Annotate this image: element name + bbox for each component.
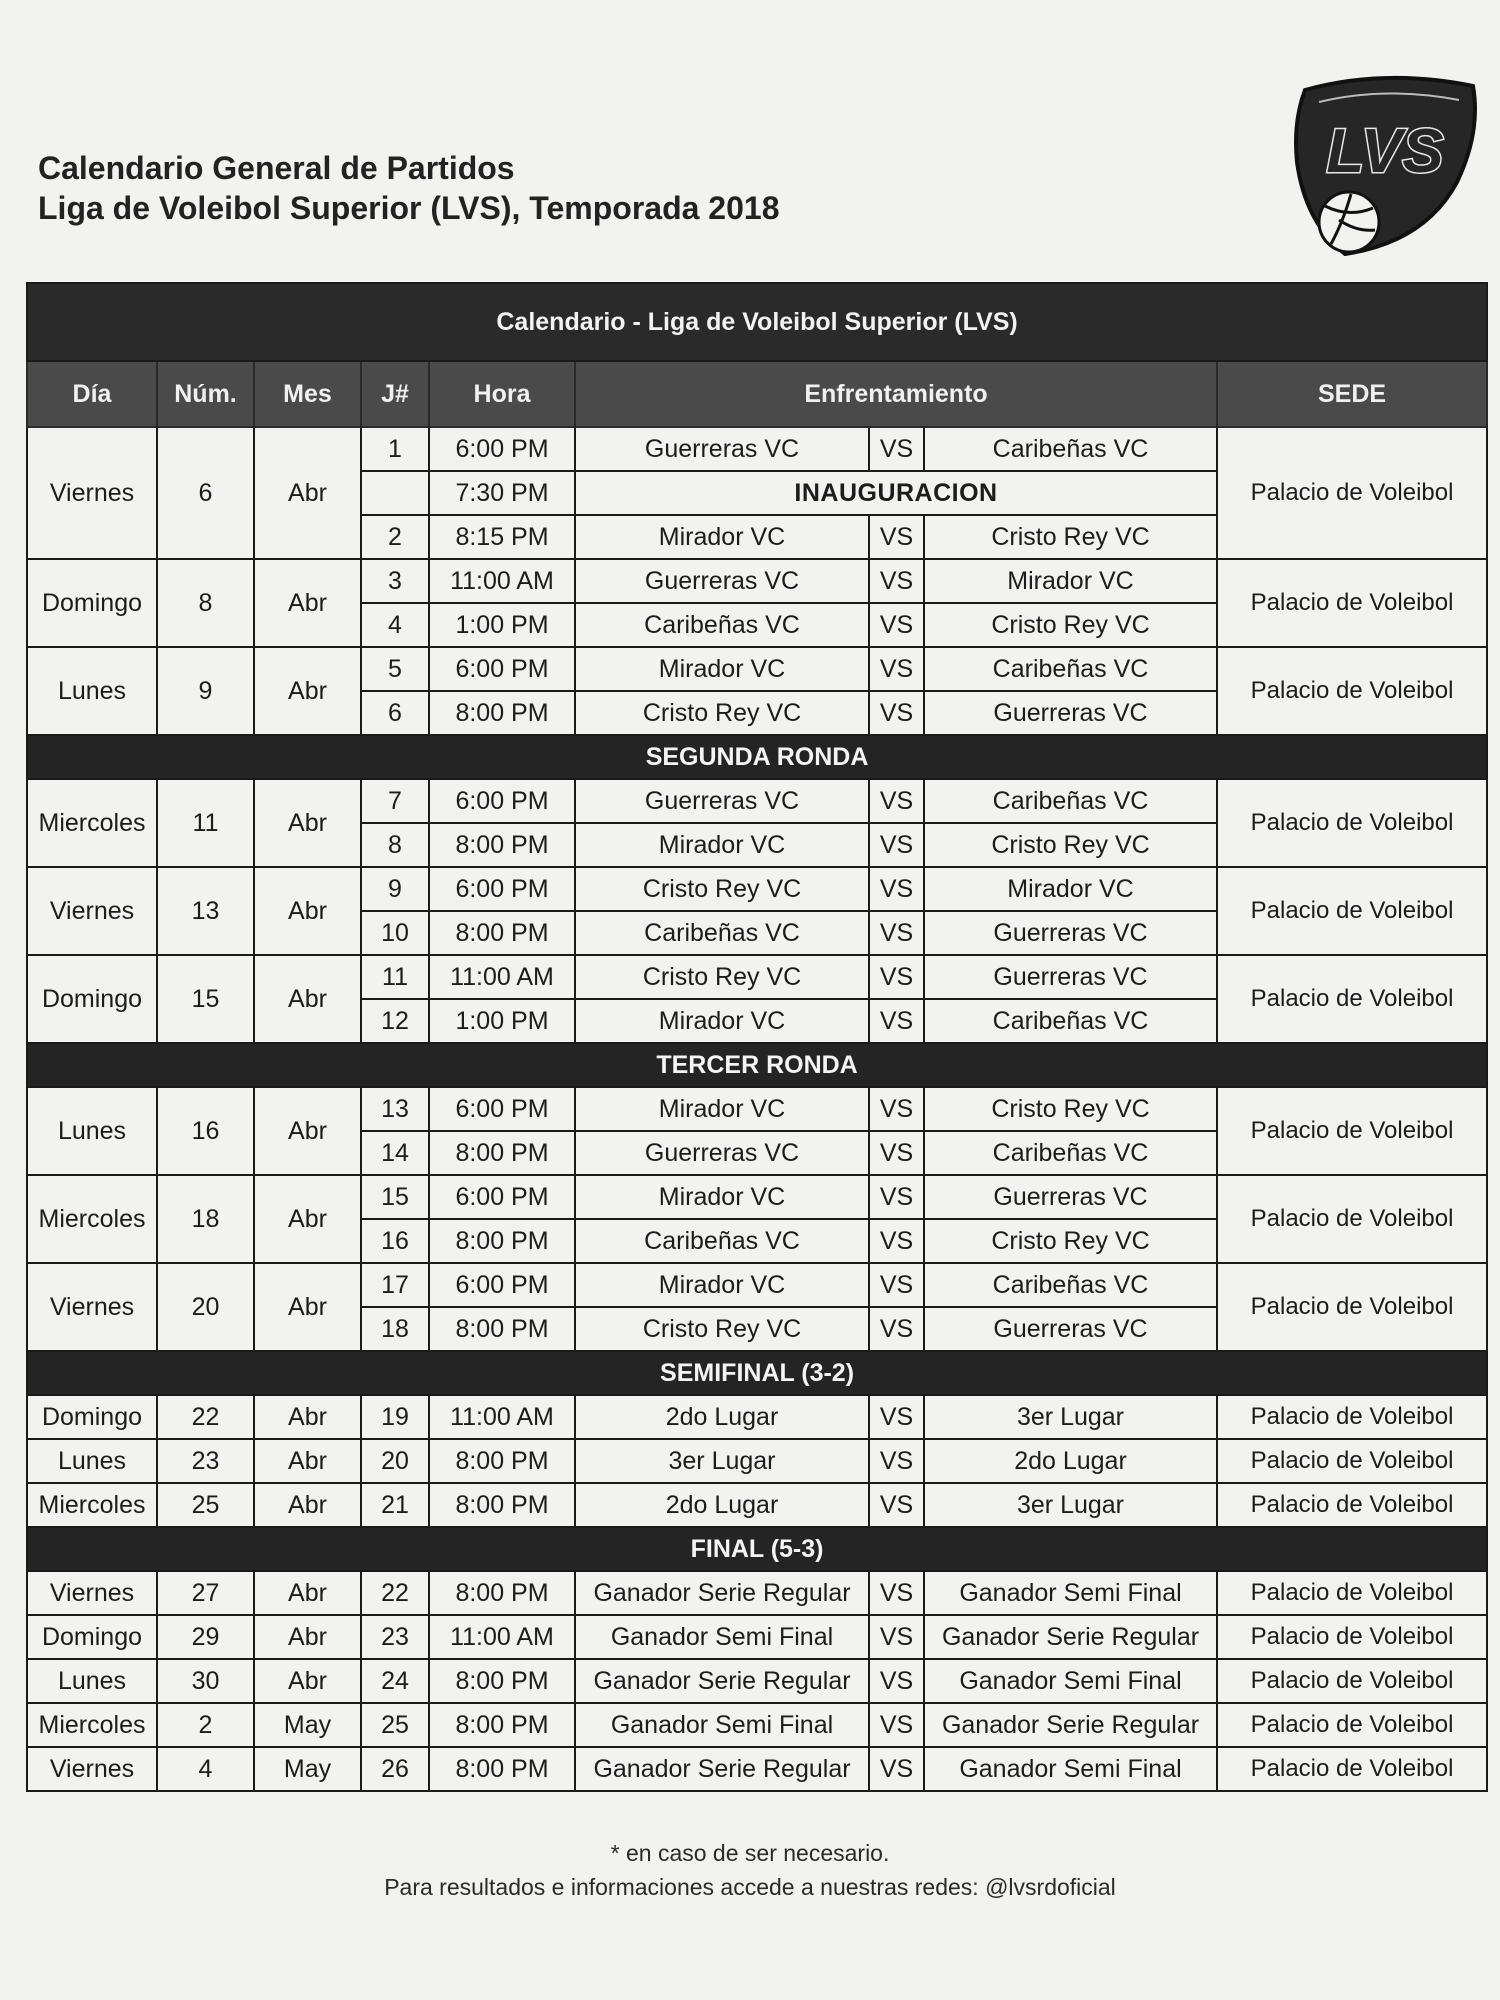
date-number-cell: 22 <box>157 1395 254 1439</box>
vs-cell: VS <box>869 559 924 603</box>
vs-cell: VS <box>869 911 924 955</box>
table-row <box>27 867 1487 911</box>
table-row <box>27 1087 1487 1131</box>
table-row <box>27 1175 1487 1219</box>
venue-cell: Palacio de Voleibol <box>1217 1703 1487 1747</box>
time-cell: 8:00 PM <box>429 1131 575 1175</box>
away-team-cell: Mirador VC <box>924 867 1217 911</box>
game-number-cell: 22 <box>361 1571 429 1615</box>
vs-cell: VS <box>869 515 924 559</box>
month-cell: May <box>254 1703 361 1747</box>
away-team-cell: Ganador Semi Final <box>924 1747 1217 1791</box>
column-header-sede: SEDE <box>1217 361 1487 427</box>
home-team-cell: Guerreras VC <box>575 559 869 603</box>
game-number-cell <box>361 471 429 515</box>
vs-cell: VS <box>869 1659 924 1703</box>
month-cell: Abr <box>254 647 361 735</box>
vs-cell: VS <box>869 779 924 823</box>
game-number-cell: 9 <box>361 867 429 911</box>
table-row <box>27 1439 1487 1483</box>
away-team-cell: Mirador VC <box>924 559 1217 603</box>
game-number-cell: 15 <box>361 1175 429 1219</box>
table-row <box>27 647 1487 691</box>
home-team-cell: Mirador VC <box>575 1263 869 1307</box>
game-number-cell: 20 <box>361 1439 429 1483</box>
time-cell: 1:00 PM <box>429 603 575 647</box>
home-team-cell: Ganador Semi Final <box>575 1615 869 1659</box>
venue-cell: Palacio de Voleibol <box>1217 1615 1487 1659</box>
game-number-cell: 5 <box>361 647 429 691</box>
table-row <box>27 1483 1487 1527</box>
time-cell: 6:00 PM <box>429 779 575 823</box>
vs-cell: VS <box>869 999 924 1043</box>
round-header-row <box>27 1043 1487 1087</box>
vs-cell: VS <box>869 1307 924 1351</box>
away-team-cell: Cristo Rey VC <box>924 1219 1217 1263</box>
game-number-cell: 17 <box>361 1263 429 1307</box>
time-cell: 1:00 PM <box>429 999 575 1043</box>
day-cell: Viernes <box>27 1747 157 1791</box>
venue-cell: Palacio de Voleibol <box>1217 1483 1487 1527</box>
venue-cell: Palacio de Voleibol <box>1217 1395 1487 1439</box>
date-number-cell: 30 <box>157 1659 254 1703</box>
home-team-cell: Mirador VC <box>575 823 869 867</box>
game-number-cell: 18 <box>361 1307 429 1351</box>
game-number-cell: 13 <box>361 1087 429 1131</box>
month-cell: Abr <box>254 1483 361 1527</box>
heading-line-2: Liga de Voleibol Superior (LVS), Temporada 2018 <box>38 190 780 226</box>
away-team-cell: Cristo Rey VC <box>924 823 1217 867</box>
time-cell: 8:00 PM <box>429 1483 575 1527</box>
vs-cell: VS <box>869 1087 924 1131</box>
month-cell: Abr <box>254 1087 361 1175</box>
away-team-cell: Guerreras VC <box>924 955 1217 999</box>
round-header-row <box>27 1527 1487 1571</box>
date-number-cell: 11 <box>157 779 254 867</box>
vs-cell: VS <box>869 1395 924 1439</box>
month-cell: Abr <box>254 1615 361 1659</box>
column-header-mes: Mes <box>254 361 361 427</box>
date-number-cell: 6 <box>157 427 254 559</box>
time-cell: 8:00 PM <box>429 1571 575 1615</box>
column-header-enfrentamiento: Enfrentamiento <box>575 361 1217 427</box>
vs-cell: VS <box>869 691 924 735</box>
day-cell: Domingo <box>27 1615 157 1659</box>
month-cell: Abr <box>254 867 361 955</box>
column-header-jnum: J# <box>361 361 429 427</box>
month-cell: Abr <box>254 1395 361 1439</box>
vs-cell: VS <box>869 1615 924 1659</box>
game-number-cell: 12 <box>361 999 429 1043</box>
time-cell: 8:00 PM <box>429 911 575 955</box>
round-header: FINAL (5-3) <box>27 1527 1487 1571</box>
time-cell: 8:00 PM <box>429 1747 575 1791</box>
vs-cell: VS <box>869 1263 924 1307</box>
time-cell: 6:00 PM <box>429 1087 575 1131</box>
away-team-cell: Guerreras VC <box>924 1307 1217 1351</box>
heading-line-1: Calendario General de Partidos <box>38 150 515 186</box>
table-row <box>27 1659 1487 1703</box>
home-team-cell: Ganador Serie Regular <box>575 1571 869 1615</box>
date-number-cell: 18 <box>157 1175 254 1263</box>
logo-text: LVS <box>1326 117 1444 186</box>
away-team-cell: 3er Lugar <box>924 1395 1217 1439</box>
venue-cell: Palacio de Voleibol <box>1217 559 1487 647</box>
month-cell: Abr <box>254 559 361 647</box>
venue-cell: Palacio de Voleibol <box>1217 647 1487 735</box>
game-number-cell: 11 <box>361 955 429 999</box>
vs-cell: VS <box>869 1439 924 1483</box>
table-row <box>27 1571 1487 1615</box>
home-team-cell: Guerreras VC <box>575 779 869 823</box>
venue-cell: Palacio de Voleibol <box>1217 1747 1487 1791</box>
date-number-cell: 15 <box>157 955 254 1043</box>
time-cell: 11:00 AM <box>429 955 575 999</box>
day-cell: Lunes <box>27 1087 157 1175</box>
date-number-cell: 2 <box>157 1703 254 1747</box>
date-number-cell: 9 <box>157 647 254 735</box>
home-team-cell: 3er Lugar <box>575 1439 869 1483</box>
game-number-cell: 16 <box>361 1219 429 1263</box>
table-row <box>27 1703 1487 1747</box>
away-team-cell: Cristo Rey VC <box>924 603 1217 647</box>
home-team-cell: Guerreras VC <box>575 1131 869 1175</box>
page-heading <box>38 148 779 228</box>
day-cell: Viernes <box>27 1263 157 1351</box>
game-number-cell: 26 <box>361 1747 429 1791</box>
vs-cell: VS <box>869 823 924 867</box>
vs-cell: VS <box>869 603 924 647</box>
time-cell: 11:00 AM <box>429 1395 575 1439</box>
venue-cell: Palacio de Voleibol <box>1217 1175 1487 1263</box>
home-team-cell: 2do Lugar <box>575 1483 869 1527</box>
game-number-cell: 7 <box>361 779 429 823</box>
home-team-cell: Mirador VC <box>575 1175 869 1219</box>
day-cell: Miercoles <box>27 1175 157 1263</box>
away-team-cell: Caribeñas VC <box>924 647 1217 691</box>
month-cell: Abr <box>254 955 361 1043</box>
time-cell: 8:00 PM <box>429 1307 575 1351</box>
month-cell: Abr <box>254 1571 361 1615</box>
time-cell: 8:00 PM <box>429 1439 575 1483</box>
day-cell: Viernes <box>27 1571 157 1615</box>
venue-cell: Palacio de Voleibol <box>1217 867 1487 955</box>
footnote: * en caso de ser necesario. <box>610 1840 890 1866</box>
venue-cell: Palacio de Voleibol <box>1217 1571 1487 1615</box>
day-cell: Viernes <box>27 867 157 955</box>
month-cell: Abr <box>254 1439 361 1483</box>
away-team-cell: Caribeñas VC <box>924 999 1217 1043</box>
vs-cell: VS <box>869 1175 924 1219</box>
vs-cell: VS <box>869 867 924 911</box>
special-event-cell: INAUGURACION <box>575 471 1217 515</box>
time-cell: 8:00 PM <box>429 691 575 735</box>
game-number-cell: 3 <box>361 559 429 603</box>
time-cell: 6:00 PM <box>429 427 575 471</box>
away-team-cell: Ganador Semi Final <box>924 1659 1217 1703</box>
day-cell: Lunes <box>27 1439 157 1483</box>
lvs-logo <box>1285 72 1485 262</box>
home-team-cell: Mirador VC <box>575 999 869 1043</box>
month-cell: Abr <box>254 1659 361 1703</box>
schedule-table <box>26 282 1488 1792</box>
time-cell: 6:00 PM <box>429 1175 575 1219</box>
table-row <box>27 1615 1487 1659</box>
table-title: Calendario - Liga de Voleibol Superior (LVS) <box>27 283 1487 361</box>
time-cell: 6:00 PM <box>429 867 575 911</box>
game-number-cell: 23 <box>361 1615 429 1659</box>
column-header-num: Núm. <box>157 361 254 427</box>
vs-cell: VS <box>869 1571 924 1615</box>
table-row <box>27 1395 1487 1439</box>
date-number-cell: 20 <box>157 1263 254 1351</box>
time-cell: 8:00 PM <box>429 1659 575 1703</box>
table-row <box>27 559 1487 603</box>
home-team-cell: Mirador VC <box>575 1087 869 1131</box>
month-cell: Abr <box>254 427 361 559</box>
game-number-cell: 10 <box>361 911 429 955</box>
date-number-cell: 27 <box>157 1571 254 1615</box>
vs-cell: VS <box>869 955 924 999</box>
home-team-cell: Cristo Rey VC <box>575 1307 869 1351</box>
home-team-cell: Guerreras VC <box>575 427 869 471</box>
time-cell: 8:15 PM <box>429 515 575 559</box>
venue-cell: Palacio de Voleibol <box>1217 955 1487 1043</box>
schedule-body <box>27 427 1487 1791</box>
game-number-cell: 8 <box>361 823 429 867</box>
away-team-cell: Ganador Serie Regular <box>924 1615 1217 1659</box>
date-number-cell: 16 <box>157 1087 254 1175</box>
away-team-cell: Caribeñas VC <box>924 779 1217 823</box>
home-team-cell: Cristo Rey VC <box>575 867 869 911</box>
table-row <box>27 779 1487 823</box>
round-header-row <box>27 1351 1487 1395</box>
away-team-cell: 2do Lugar <box>924 1439 1217 1483</box>
time-cell: 6:00 PM <box>429 1263 575 1307</box>
game-number-cell: 21 <box>361 1483 429 1527</box>
away-team-cell: Caribeñas VC <box>924 1263 1217 1307</box>
round-header: SEMIFINAL (3-2) <box>27 1351 1487 1395</box>
date-number-cell: 8 <box>157 559 254 647</box>
time-cell: 11:00 AM <box>429 559 575 603</box>
home-team-cell: Caribeñas VC <box>575 1219 869 1263</box>
day-cell: Viernes <box>27 427 157 559</box>
date-number-cell: 4 <box>157 1747 254 1791</box>
day-cell: Domingo <box>27 1395 157 1439</box>
date-number-cell: 23 <box>157 1439 254 1483</box>
time-cell: 6:00 PM <box>429 647 575 691</box>
home-team-cell: Mirador VC <box>575 647 869 691</box>
day-cell: Miercoles <box>27 779 157 867</box>
day-cell: Domingo <box>27 955 157 1043</box>
away-team-cell: Cristo Rey VC <box>924 1087 1217 1131</box>
home-team-cell: 2do Lugar <box>575 1395 869 1439</box>
home-team-cell: Cristo Rey VC <box>575 691 869 735</box>
game-number-cell: 1 <box>361 427 429 471</box>
day-cell: Miercoles <box>27 1483 157 1527</box>
date-number-cell: 25 <box>157 1483 254 1527</box>
home-team-cell: Mirador VC <box>575 515 869 559</box>
day-cell: Lunes <box>27 647 157 735</box>
game-number-cell: 6 <box>361 691 429 735</box>
away-team-cell: Caribeñas VC <box>924 1131 1217 1175</box>
home-team-cell: Caribeñas VC <box>575 911 869 955</box>
away-team-cell: Caribeñas VC <box>924 427 1217 471</box>
home-team-cell: Ganador Serie Regular <box>575 1747 869 1791</box>
game-number-cell: 4 <box>361 603 429 647</box>
vs-cell: VS <box>869 427 924 471</box>
time-cell: 7:30 PM <box>429 471 575 515</box>
venue-cell: Palacio de Voleibol <box>1217 1087 1487 1175</box>
home-team-cell: Ganador Semi Final <box>575 1703 869 1747</box>
month-cell: Abr <box>254 1263 361 1351</box>
home-team-cell: Cristo Rey VC <box>575 955 869 999</box>
away-team-cell: Ganador Semi Final <box>924 1571 1217 1615</box>
vs-cell: VS <box>869 1483 924 1527</box>
month-cell: Abr <box>254 779 361 867</box>
table-row <box>27 427 1487 471</box>
venue-cell: Palacio de Voleibol <box>1217 779 1487 867</box>
round-header-row <box>27 735 1487 779</box>
volleyball-icon <box>1319 192 1379 252</box>
table-row <box>27 1263 1487 1307</box>
column-header-dia: Día <box>27 361 157 427</box>
game-number-cell: 25 <box>361 1703 429 1747</box>
vs-cell: VS <box>869 647 924 691</box>
time-cell: 8:00 PM <box>429 1219 575 1263</box>
away-team-cell: 3er Lugar <box>924 1483 1217 1527</box>
time-cell: 8:00 PM <box>429 1703 575 1747</box>
social-note: Para resultados e informaciones accede a nuestras redes: @lvsrdoficial <box>384 1874 1116 1900</box>
vs-cell: VS <box>869 1131 924 1175</box>
column-header-hora: Hora <box>429 361 575 427</box>
game-number-cell: 24 <box>361 1659 429 1703</box>
vs-cell: VS <box>869 1219 924 1263</box>
round-header: SEGUNDA RONDA <box>27 735 1487 779</box>
date-number-cell: 29 <box>157 1615 254 1659</box>
venue-cell: Palacio de Voleibol <box>1217 1659 1487 1703</box>
vs-cell: VS <box>869 1747 924 1791</box>
away-team-cell: Guerreras VC <box>924 911 1217 955</box>
game-number-cell: 2 <box>361 515 429 559</box>
venue-cell: Palacio de Voleibol <box>1217 427 1487 559</box>
date-number-cell: 13 <box>157 867 254 955</box>
home-team-cell: Caribeñas VC <box>575 603 869 647</box>
game-number-cell: 14 <box>361 1131 429 1175</box>
time-cell: 11:00 AM <box>429 1615 575 1659</box>
game-number-cell: 19 <box>361 1395 429 1439</box>
away-team-cell: Cristo Rey VC <box>924 515 1217 559</box>
month-cell: May <box>254 1747 361 1791</box>
month-cell: Abr <box>254 1175 361 1263</box>
time-cell: 8:00 PM <box>429 823 575 867</box>
away-team-cell: Guerreras VC <box>924 691 1217 735</box>
home-team-cell: Ganador Serie Regular <box>575 1659 869 1703</box>
away-team-cell: Guerreras VC <box>924 1175 1217 1219</box>
venue-cell: Palacio de Voleibol <box>1217 1439 1487 1483</box>
day-cell: Lunes <box>27 1659 157 1703</box>
day-cell: Miercoles <box>27 1703 157 1747</box>
vs-cell: VS <box>869 1703 924 1747</box>
table-row <box>27 1747 1487 1791</box>
venue-cell: Palacio de Voleibol <box>1217 1263 1487 1351</box>
away-team-cell: Ganador Serie Regular <box>924 1703 1217 1747</box>
table-row <box>27 955 1487 999</box>
day-cell: Domingo <box>27 559 157 647</box>
round-header: TERCER RONDA <box>27 1043 1487 1087</box>
